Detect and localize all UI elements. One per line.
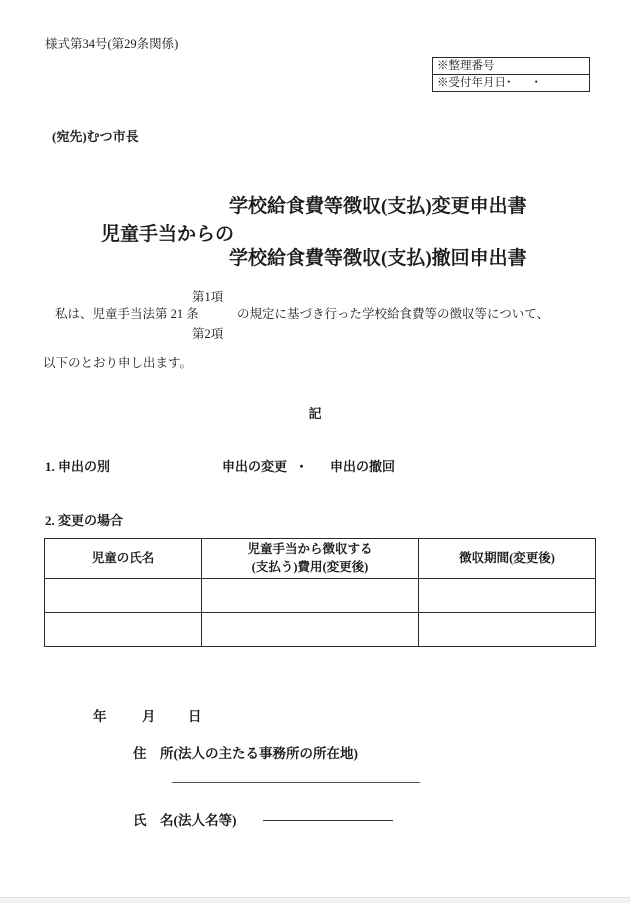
cell-child-name [45,579,202,613]
header-deducted-expense-line2: (支払う)費用(変更後) [251,559,369,574]
reference-number-label: ※整理番号 [437,60,495,72]
intro-text-before-clause: 私は、児童手当法第 21 条 [55,307,199,321]
date-month-label: 月 [142,709,156,724]
address-fill-line [172,762,420,783]
option-change-of-application: 申出の変更 [222,459,288,474]
office-use-stamp-box [432,57,590,92]
section2-label: 2. 変更の場合 [45,513,124,528]
intro-second-line: 以下のとおり申し出ます。 [43,356,193,370]
change-details-table [44,538,596,647]
reference-number-row [433,58,589,74]
header-child-name: 児童の氏名 [45,539,202,579]
date-year-label: 年 [93,709,107,724]
reception-date-dots: ・・ [503,77,558,89]
date-day-label: 日 [188,709,202,724]
reception-date-row [433,74,589,91]
cell-deducted-expense [202,613,419,647]
clause-paragraph-2: 第2項 [192,327,224,341]
option-withdraw-of-application: 申出の撤回 [330,459,396,474]
option-separator-dot: ・ [295,459,309,474]
name-fill-line [263,800,393,821]
table-header-row [45,539,596,579]
page-bottom-edge [0,897,630,903]
header-deducted-expense-line1: 児童手当から徴収する [247,542,373,556]
table-row [45,613,596,647]
section1-label: 1. 申出の別 [45,459,111,474]
title-line-change: 学校給食費等徴収(支払)変更申出書 [229,196,527,217]
title-line-withdraw: 学校給食費等徴収(支払)撤回申出書 [229,248,527,269]
header-deducted-expense [202,539,419,579]
cell-child-name [45,613,202,647]
clause-paragraph-1: 第1項 [192,290,224,304]
table-row [45,579,596,613]
record-mark: 記 [308,406,322,421]
cell-collection-period [419,579,596,613]
address-label: 住 所(法人の主たる事務所の所在地) [133,746,358,761]
form-number: 様式第34号(第29条関係) [45,37,179,51]
cell-deducted-expense [202,579,419,613]
intro-text-after-clause: の規定に基づき行った学校給食費等の徴収等について、 [237,307,550,321]
addressee-line: (宛先)むつ市長 [52,129,139,144]
title-prefix: 児童手当からの [101,224,235,245]
name-label: 氏 名(法人名等) [133,813,237,828]
cell-collection-period [419,613,596,647]
reception-date-label: ※受付年月日 [437,77,506,89]
header-collection-period: 徴収期間(変更後) [419,539,596,579]
